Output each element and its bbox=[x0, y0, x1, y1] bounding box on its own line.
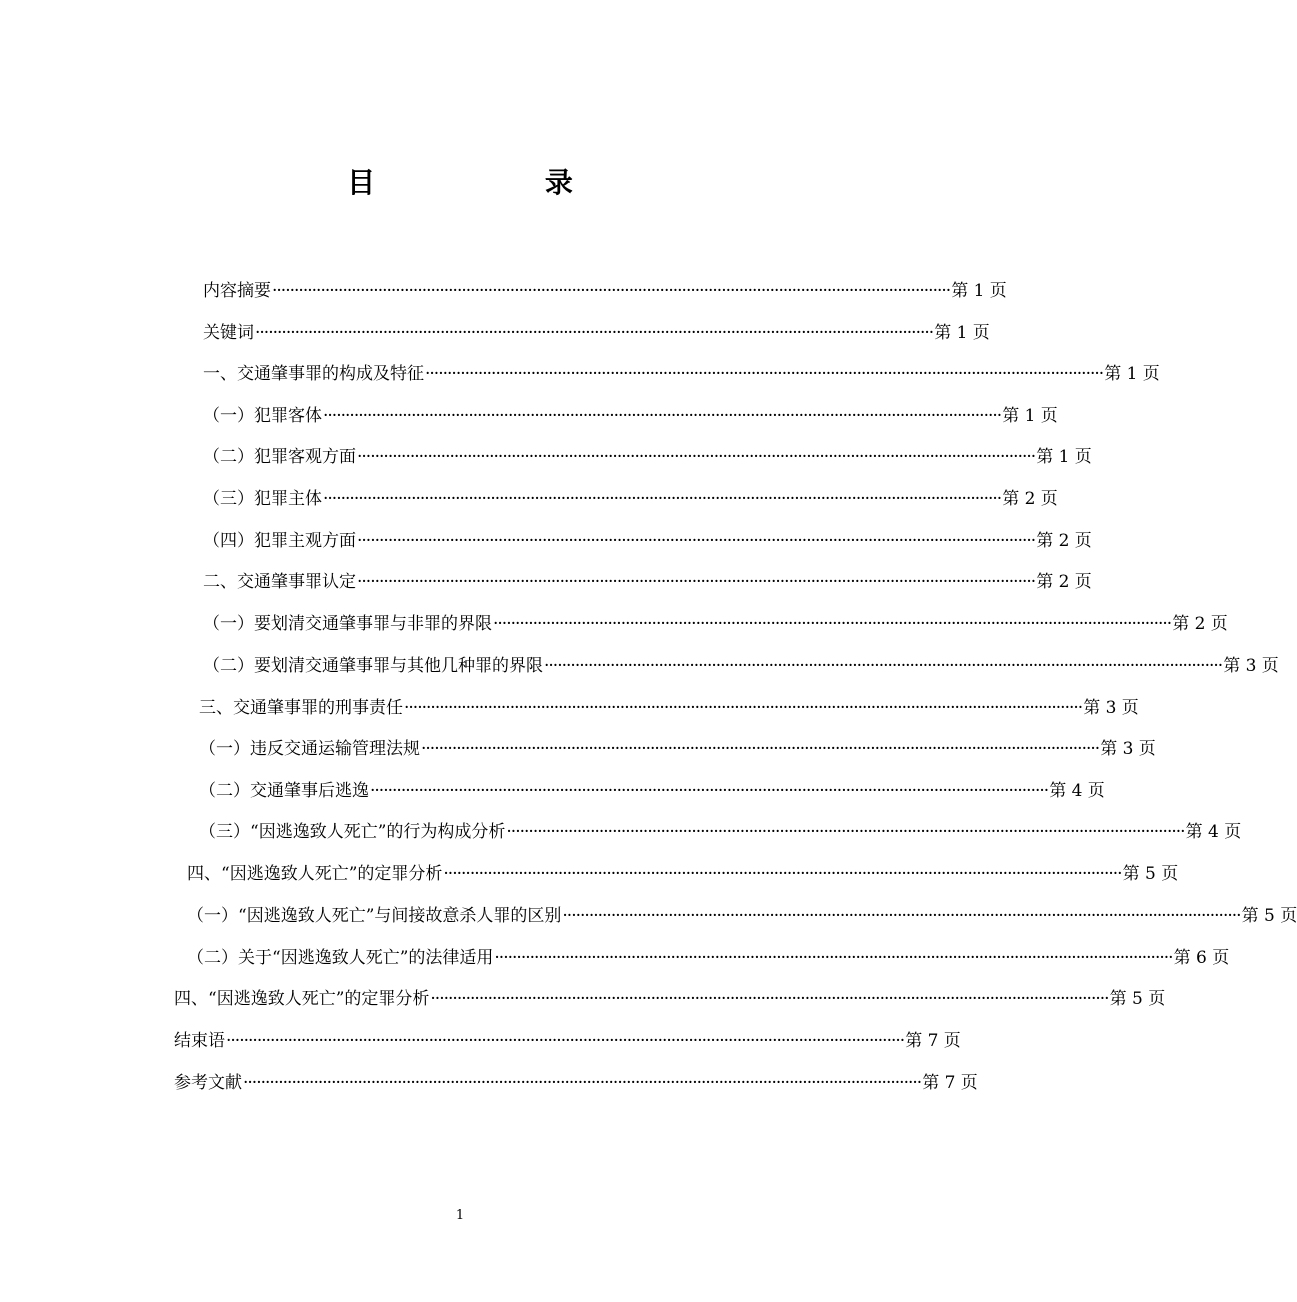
toc-entry-page: 第 5 页 bbox=[1109, 989, 1166, 1009]
toc-entry-page: 第 2 页 bbox=[1036, 531, 1092, 551]
toc-entry-page: 第 4 页 bbox=[1185, 822, 1242, 842]
toc-entry-page: 第 6 页 bbox=[1173, 948, 1230, 968]
toc-entry-label: 参考文献 bbox=[174, 1073, 242, 1093]
toc-entry-label: 三、交通肇事罪的刑事责任 bbox=[199, 698, 403, 718]
toc-entry bbox=[187, 860, 1179, 888]
toc-entry-label: （一）要划清交通肇事罪与非罪的界限 bbox=[203, 614, 492, 634]
toc-entry-page: 第 7 页 bbox=[905, 1031, 961, 1051]
dot-leader: ·························································································································································· bbox=[323, 406, 1002, 426]
toc-entry-label: 二、交通肇事罪认定 bbox=[203, 572, 356, 592]
dot-leader: ·························································································································································· bbox=[357, 531, 1036, 551]
toc-entry-label: 一、交通肇事罪的构成及特征 bbox=[203, 364, 424, 384]
toc-entry-page: 第 3 页 bbox=[1100, 739, 1156, 759]
toc-entry-page: 第 5 页 bbox=[1241, 906, 1297, 926]
toc-entry-label: （一）违反交通运输管理法规 bbox=[199, 739, 420, 759]
toc-entry-label: （一）犯罪客体 bbox=[203, 406, 322, 426]
dot-leader: ·························································································································································· bbox=[357, 447, 1036, 467]
toc-entry bbox=[187, 944, 1230, 972]
dot-leader: ·························································································································································· bbox=[421, 739, 1100, 759]
toc-entry-label: （二）要划清交通肇事罪与其他几种罪的界限 bbox=[203, 656, 543, 676]
toc-entry-page: 第 4 页 bbox=[1049, 781, 1105, 801]
dot-leader: ·························································································································································· bbox=[425, 364, 1104, 384]
toc-entry bbox=[203, 443, 1092, 471]
toc-entry bbox=[203, 360, 1160, 388]
toc-entry-page: 第 1 页 bbox=[934, 323, 990, 343]
toc-entry-label: （二）关于“因逃逸致人死亡”的法律适用 bbox=[187, 948, 494, 968]
dot-leader: ·························································································································································· bbox=[243, 1073, 922, 1093]
dot-leader: ·························································································································································· bbox=[370, 781, 1049, 801]
dot-leader: ·························································································································································· bbox=[255, 323, 934, 343]
dot-leader: ·························································································································································· bbox=[493, 614, 1172, 634]
toc-entry-page: 第 1 页 bbox=[1036, 447, 1092, 467]
toc-entry-page: 第 3 页 bbox=[1083, 698, 1139, 718]
toc-entry-label: 关键词 bbox=[203, 323, 254, 343]
page-title: 目 录 bbox=[347, 166, 653, 199]
toc-entry bbox=[203, 485, 1058, 513]
toc-entry bbox=[174, 1027, 961, 1055]
toc-entry-label: （三）犯罪主体 bbox=[203, 489, 322, 509]
toc-entry bbox=[203, 610, 1228, 638]
toc-entry bbox=[199, 777, 1105, 805]
toc-entry bbox=[174, 985, 1166, 1013]
toc-entry-label: （二）犯罪客观方面 bbox=[203, 447, 356, 467]
toc-entry-page: 第 3 页 bbox=[1223, 656, 1279, 676]
toc-entry bbox=[187, 902, 1297, 930]
dot-leader: ·························································································································································· bbox=[357, 572, 1036, 592]
toc-entry-page: 第 2 页 bbox=[1002, 489, 1058, 509]
toc-entry-page: 第 5 页 bbox=[1122, 864, 1179, 884]
toc-entry bbox=[203, 277, 1007, 305]
toc-entry-label: 四、“因逃逸致人死亡”的定罪分析 bbox=[174, 989, 430, 1009]
toc-entry-page: 第 1 页 bbox=[1104, 364, 1160, 384]
toc-entry-page: 第 1 页 bbox=[951, 281, 1007, 301]
dot-leader: ·························································································································································· bbox=[272, 281, 951, 301]
dot-leader: ·························································································································································· bbox=[544, 656, 1223, 676]
toc-entry-label: （四）犯罪主观方面 bbox=[203, 531, 356, 551]
dot-leader: ·························································································································································· bbox=[562, 906, 1241, 926]
toc-entry bbox=[199, 694, 1139, 722]
dot-leader: ·························································································································································· bbox=[506, 822, 1185, 842]
toc-entry bbox=[203, 652, 1279, 680]
toc-entry-page: 第 2 页 bbox=[1036, 572, 1092, 592]
toc-entry bbox=[203, 402, 1058, 430]
toc-entry-label: （一）“因逃逸致人死亡”与间接故意杀人罪的区别 bbox=[187, 906, 562, 926]
toc-entry bbox=[203, 568, 1092, 596]
toc-entry-page: 第 7 页 bbox=[922, 1073, 978, 1093]
toc-entry-page: 第 1 页 bbox=[1002, 406, 1058, 426]
toc-entry bbox=[203, 527, 1092, 555]
toc-entry-label: 四、“因逃逸致人死亡”的定罪分析 bbox=[187, 864, 443, 884]
toc-entry-page: 第 2 页 bbox=[1172, 614, 1228, 634]
dot-leader: ·························································································································································· bbox=[430, 989, 1109, 1009]
dot-leader: ·························································································································································· bbox=[323, 489, 1002, 509]
toc-entry-label: （二）交通肇事后逃逸 bbox=[199, 781, 369, 801]
dot-leader: ·························································································································································· bbox=[443, 864, 1122, 884]
page-number: 1 bbox=[455, 1208, 465, 1223]
dot-leader: ·························································································································································· bbox=[404, 698, 1083, 718]
toc-entry-label: 内容摘要 bbox=[203, 281, 271, 301]
toc-entry bbox=[174, 1069, 978, 1097]
toc-entry-label: 结束语 bbox=[174, 1031, 225, 1051]
toc-entry bbox=[199, 818, 1242, 846]
toc-entry-label: （三）“因逃逸致人死亡”的行为构成分析 bbox=[199, 822, 506, 842]
dot-leader: ·························································································································································· bbox=[226, 1031, 905, 1051]
toc-entry bbox=[203, 319, 990, 347]
toc-entry bbox=[199, 735, 1156, 763]
dot-leader: ·························································································································································· bbox=[494, 948, 1173, 968]
